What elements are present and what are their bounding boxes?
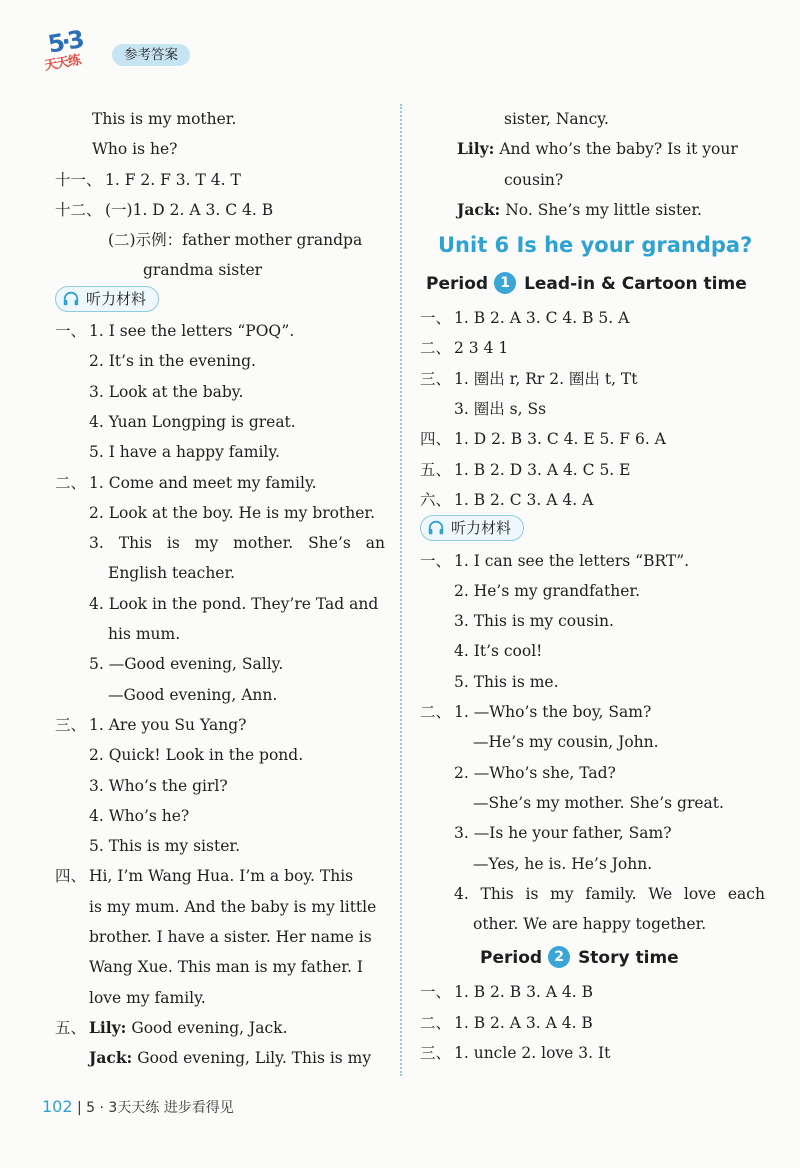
answers: 1. B 2. A 3. A 4. B [454,1013,593,1032]
listening-pill [55,286,159,312]
headphones-icon [427,519,445,537]
line: —Good evening, Ann. [108,685,278,704]
answers: 1. B 2. D 3. A 4. C 5. E [454,460,631,479]
section-label: 二、 [55,473,87,492]
section-1 [420,546,765,576]
period-number: 2 [548,946,570,968]
period-title: Lead-in & Cartoon time [524,274,747,295]
page-footer [42,1097,234,1117]
item: 2. —Who’s she, Tad? [454,763,616,782]
dialogue: Good evening, Lily. This is my [137,1049,372,1068]
section-label: 一、 [420,983,452,1002]
item-justified [420,879,765,909]
paragraph-line: Wang Xue. This man is my father. I [89,958,363,977]
item-justified [55,528,385,558]
period-number: 1 [494,272,516,294]
item: 5. This is me. [454,672,559,691]
period-word: Period [480,948,543,969]
answer-key-badge: 参考答案 [112,44,190,66]
line: (二)示例：father mother grandpa [108,231,363,250]
answers: 2 3 4 1 [454,339,509,358]
section-label: 十二、 [55,200,102,219]
word: my [194,534,219,553]
word: 4. [454,884,469,903]
answer-row [420,424,765,454]
word: family. [585,884,637,903]
line: —He’s my cousin, John. [473,733,659,752]
section-label: 五、 [420,460,452,479]
answers: 1. B 2. C 3. A 4. A [454,490,594,509]
answers: 1. F 2. F 3. T 4. T [105,170,241,189]
section-5 [55,1013,385,1043]
logo [42,25,108,76]
listening-header [420,515,765,545]
dialogue: Good evening, Jack. [131,1018,288,1037]
item: 4. Look in the pond. They’re Tad and [89,594,379,613]
line: English teacher. [108,564,236,583]
item: 5. —Good evening, Sally. [89,655,284,674]
headphones-icon [62,290,80,308]
unit-title: Unit 6 Is he your grandpa? [438,233,753,258]
section-label: 十一、 [55,170,102,189]
logo-text: 天天练 [43,52,82,74]
word: each [727,884,765,903]
line: grandma sister [143,261,263,280]
section-3 [55,710,385,740]
dialogue-line [420,134,765,164]
period-1-header [420,265,765,303]
section-label: 四、 [55,867,87,886]
period-2-header [420,939,765,977]
period-title: Story time [578,948,679,969]
footer-slogan: | 5 · 3天天练 进步看得见 [77,1100,234,1116]
line: other. We are happy together. [473,915,707,934]
word: is [166,534,180,553]
answer-row [420,303,765,333]
section-11 [55,165,385,195]
line: cousin? [504,170,564,189]
speaker: Lily: [89,1017,127,1037]
item: 2. He’s my grandfather. [454,581,641,600]
section-label: 五、 [55,1018,87,1037]
word: This [480,884,514,903]
section-label: 一、 [55,322,87,341]
item: 1. Come and meet my family. [89,473,317,492]
paragraph-line: love my family. [89,988,206,1007]
line: This is my mother. [92,110,237,128]
section-label: 一、 [420,551,452,570]
speaker: Jack: [457,199,501,219]
column-divider [400,104,402,1076]
item: 2. Look at the boy. He is my brother. [89,503,376,522]
section-label: 一、 [420,309,452,328]
speaker: Jack: [89,1048,133,1068]
item: 4. It’s cool! [454,642,543,661]
section-label: 四、 [420,430,452,449]
paragraph-line: brother. I have a sister. Her name is [89,928,372,947]
answers: 1. 圈出 r, Rr 2. 圈出 t, Tt [454,369,638,388]
listening-label: 听力材料 [451,519,512,538]
section-label: 二、 [420,1013,452,1032]
item: 1. I see the letters “POQ”. [89,322,295,341]
right-column [420,104,765,1068]
item: 2. It’s in the evening. [89,352,256,371]
page-number: 102 [42,1097,73,1116]
item: 3. Who’s the girl? [89,776,228,795]
item: 5. This is my sister. [89,837,240,856]
item: 1. Are you Su Yang? [89,715,247,734]
item: 3. —Is he your father, Sam? [454,824,672,843]
section-label: 二、 [420,703,452,722]
section-1 [55,316,385,346]
period-word: Period [426,274,489,295]
item: 3. Look at the baby. [89,382,244,401]
listening-header [55,286,385,316]
answers: 1. uncle 2. love 3. It [454,1044,611,1063]
word: mother. [233,534,294,553]
word: love [683,884,717,903]
paragraph-line: is my mum. And the baby is my little [89,897,377,916]
answers: (一)1. D 2. A 3. C 4. B [105,200,274,219]
paragraph-line: Hi, I’m Wang Hua. I’m a boy. This [89,867,354,886]
section-label: 六、 [420,490,452,509]
section-label: 三、 [420,1044,452,1063]
word: an [365,534,385,553]
speaker: Lily: [457,139,495,159]
dialogue-line [420,195,765,225]
section-2 [55,468,385,498]
line: —She’s my mother. She’s great. [473,793,724,812]
line: Who is he? [92,140,178,159]
answers: 1. B 2. A 3. C 4. B 5. A [454,309,630,328]
left-column [55,104,385,1074]
dialogue: No. She’s my little sister. [505,200,702,219]
answers: 1. B 2. B 3. A 4. B [454,983,594,1002]
word: We [648,884,673,903]
section-4 [55,861,385,891]
word: This [118,534,152,553]
word: 3. [89,534,104,553]
word: She’s [308,534,351,553]
answer-row [420,485,765,515]
dialogue: And who’s the baby? Is it your [499,140,738,159]
item: 1. I can see the letters “BRT”. [454,551,690,570]
word: my [550,884,574,903]
dialogue-line [55,1043,385,1073]
section-2 [420,697,765,727]
section-label: 三、 [55,715,87,734]
listening-pill [420,515,524,541]
line: —Yes, he is. He’s John. [473,854,653,873]
item: 1. —Who’s the boy, Sam? [454,703,652,722]
answer-row [420,1038,765,1068]
answers: 1. D 2. B 3. C 4. E 5. F 6. A [454,430,666,449]
item: 4. Yuan Longping is great. [89,412,296,431]
word: is [525,884,539,903]
answer-row [420,455,765,485]
line: sister, Nancy. [504,110,609,128]
section-label: 二、 [420,339,452,358]
answer-row [420,1008,765,1038]
answer-row: 3. 圈出 s, Ss [454,400,547,419]
answer-row [420,364,765,394]
item: 5. I have a happy family. [89,443,280,462]
item: 2. Quick! Look in the pond. [89,746,304,765]
section-label: 三、 [420,369,452,388]
section-12 [55,195,385,225]
line: his mum. [108,625,181,644]
item: 4. Who’s he? [89,806,190,825]
listening-label: 听力材料 [86,289,147,308]
logo-number: 5·3 [45,25,84,59]
item: 3. This is my cousin. [454,612,614,631]
answer-row [420,977,765,1007]
answer-row [420,333,765,363]
